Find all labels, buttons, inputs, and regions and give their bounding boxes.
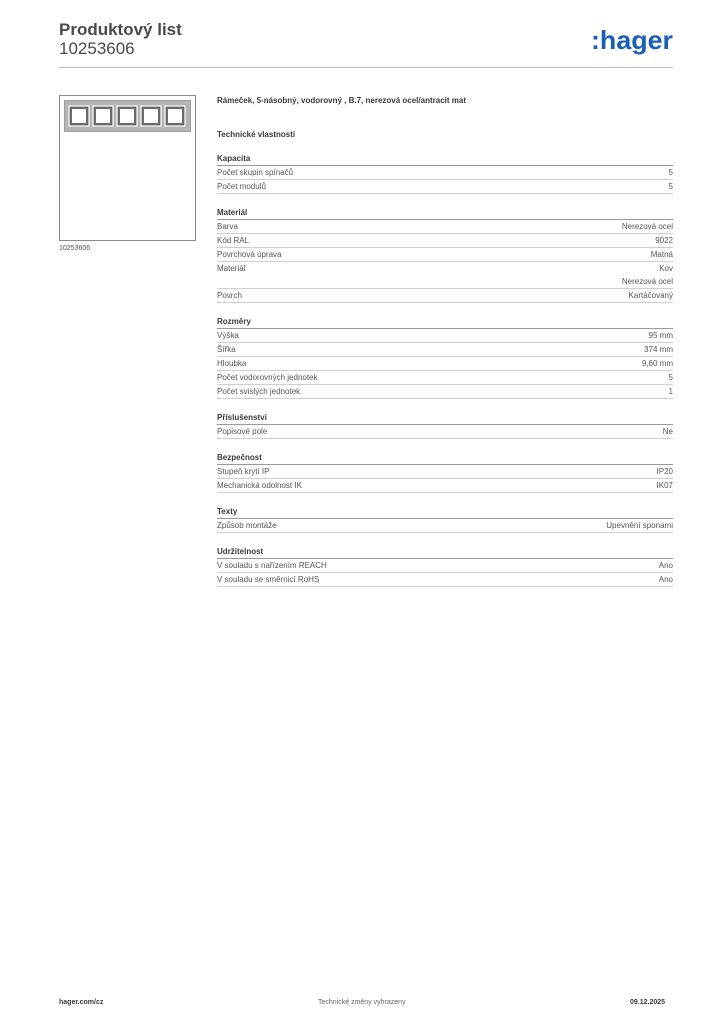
spec-group xyxy=(217,413,673,439)
spec-content xyxy=(217,96,673,587)
spec-value: Nerezová ocel xyxy=(621,222,673,231)
footer-notice: Technické změny vyhrazeny xyxy=(318,999,406,1006)
spec-label: Mechanická odolnost IK xyxy=(217,481,302,490)
spec-row xyxy=(217,234,673,248)
spec-label: Způsob montáže xyxy=(217,521,277,530)
spec-value: Ano xyxy=(658,575,673,584)
spec-value: 5 xyxy=(668,168,673,177)
spec-group xyxy=(217,208,673,303)
header-divider xyxy=(59,67,673,68)
product-image-frame xyxy=(59,95,196,241)
spec-value: 9022 xyxy=(655,236,673,245)
spec-label: Počet vodorovných jednotek xyxy=(217,373,318,382)
spec-value: Ano xyxy=(658,561,673,570)
spec-group-title: Rozměry xyxy=(217,317,673,329)
product-description: Rámeček, 5-násobný, vodorovný , B.7, nerezová ocel/antracit mat xyxy=(217,96,466,105)
spec-group-title: Materiál xyxy=(217,208,673,220)
image-caption: 10253606 xyxy=(59,245,91,252)
spec-group-title: Texty xyxy=(217,507,673,519)
spec-label: Výška xyxy=(217,331,239,340)
spec-label: Kód RAL xyxy=(217,236,250,245)
spec-label: Počet modulů xyxy=(217,182,266,191)
spec-row xyxy=(217,166,673,180)
spec-row xyxy=(217,425,673,439)
spec-row xyxy=(217,329,673,343)
spec-label: Materiál xyxy=(217,264,246,273)
spec-row xyxy=(217,573,673,587)
spec-group-title: Kapacita xyxy=(217,154,673,166)
logo-text: :hager xyxy=(591,27,673,55)
spec-label: Povrch xyxy=(217,291,242,300)
spec-group xyxy=(217,154,673,194)
spec-row xyxy=(217,559,673,573)
spec-label: Popisové pole xyxy=(217,427,268,436)
spec-row xyxy=(217,465,673,479)
spec-label: V souladu s nařízením REACH xyxy=(217,561,327,570)
spec-row xyxy=(217,220,673,234)
spec-value: Kartáčovaný xyxy=(628,291,673,300)
footer-date: 09.12.2025 xyxy=(630,999,666,1006)
spec-value: 9,60 mm xyxy=(641,359,673,368)
spec-group-title: Bezpečnost xyxy=(217,453,673,465)
spec-value: Matná xyxy=(650,250,673,259)
spec-row xyxy=(217,248,673,262)
spec-group-title: Udržitelnost xyxy=(217,547,673,559)
spec-label: V souladu se směrnicí RoHS xyxy=(217,575,320,584)
spec-row xyxy=(217,519,673,533)
spec-group xyxy=(217,547,673,587)
spec-row xyxy=(217,357,673,371)
spec-label: Šířka xyxy=(217,345,236,354)
spec-label: Počet svislých jednotek xyxy=(217,387,301,396)
product-number: 10253606 xyxy=(59,39,135,58)
spec-label: Povrchová úprava xyxy=(217,250,282,259)
spec-row xyxy=(217,262,673,289)
spec-group xyxy=(217,317,673,399)
spec-group xyxy=(217,507,673,533)
spec-group-title: Příslušenství xyxy=(217,413,673,425)
spec-value: 95 mm xyxy=(648,331,673,340)
spec-value: 5 xyxy=(668,373,673,382)
spec-label: Počet skupin spínačů xyxy=(217,168,294,177)
product-frame-5-gang-image xyxy=(64,100,191,132)
section-title: Technické vlastnosti xyxy=(217,130,296,139)
spec-label: Hloubka xyxy=(217,359,247,368)
spec-value: Kov Nerezová ocel xyxy=(621,264,673,286)
spec-row xyxy=(217,289,673,303)
footer-website-link[interactable]: hager.com/cz xyxy=(59,999,104,1006)
spec-row xyxy=(217,479,673,493)
spec-value: IP20 xyxy=(656,467,673,476)
spec-row xyxy=(217,385,673,399)
spec-label: Barva xyxy=(217,222,238,231)
spec-row xyxy=(217,343,673,357)
spec-row xyxy=(217,371,673,385)
spec-value: 374 mm xyxy=(644,345,673,354)
spec-value: 5 xyxy=(668,182,673,191)
spec-value: Ne xyxy=(662,427,673,436)
spec-row xyxy=(217,180,673,194)
spec-value: Upevnění sponami xyxy=(606,521,673,530)
hager-logo xyxy=(591,27,673,57)
spec-value: IK07 xyxy=(656,481,673,490)
spec-group xyxy=(217,453,673,493)
spec-value: 1 xyxy=(668,387,673,396)
page-title: Produktový list xyxy=(59,20,182,39)
spec-groups xyxy=(217,154,673,587)
spec-label: Stupeň krytí IP xyxy=(217,467,270,476)
